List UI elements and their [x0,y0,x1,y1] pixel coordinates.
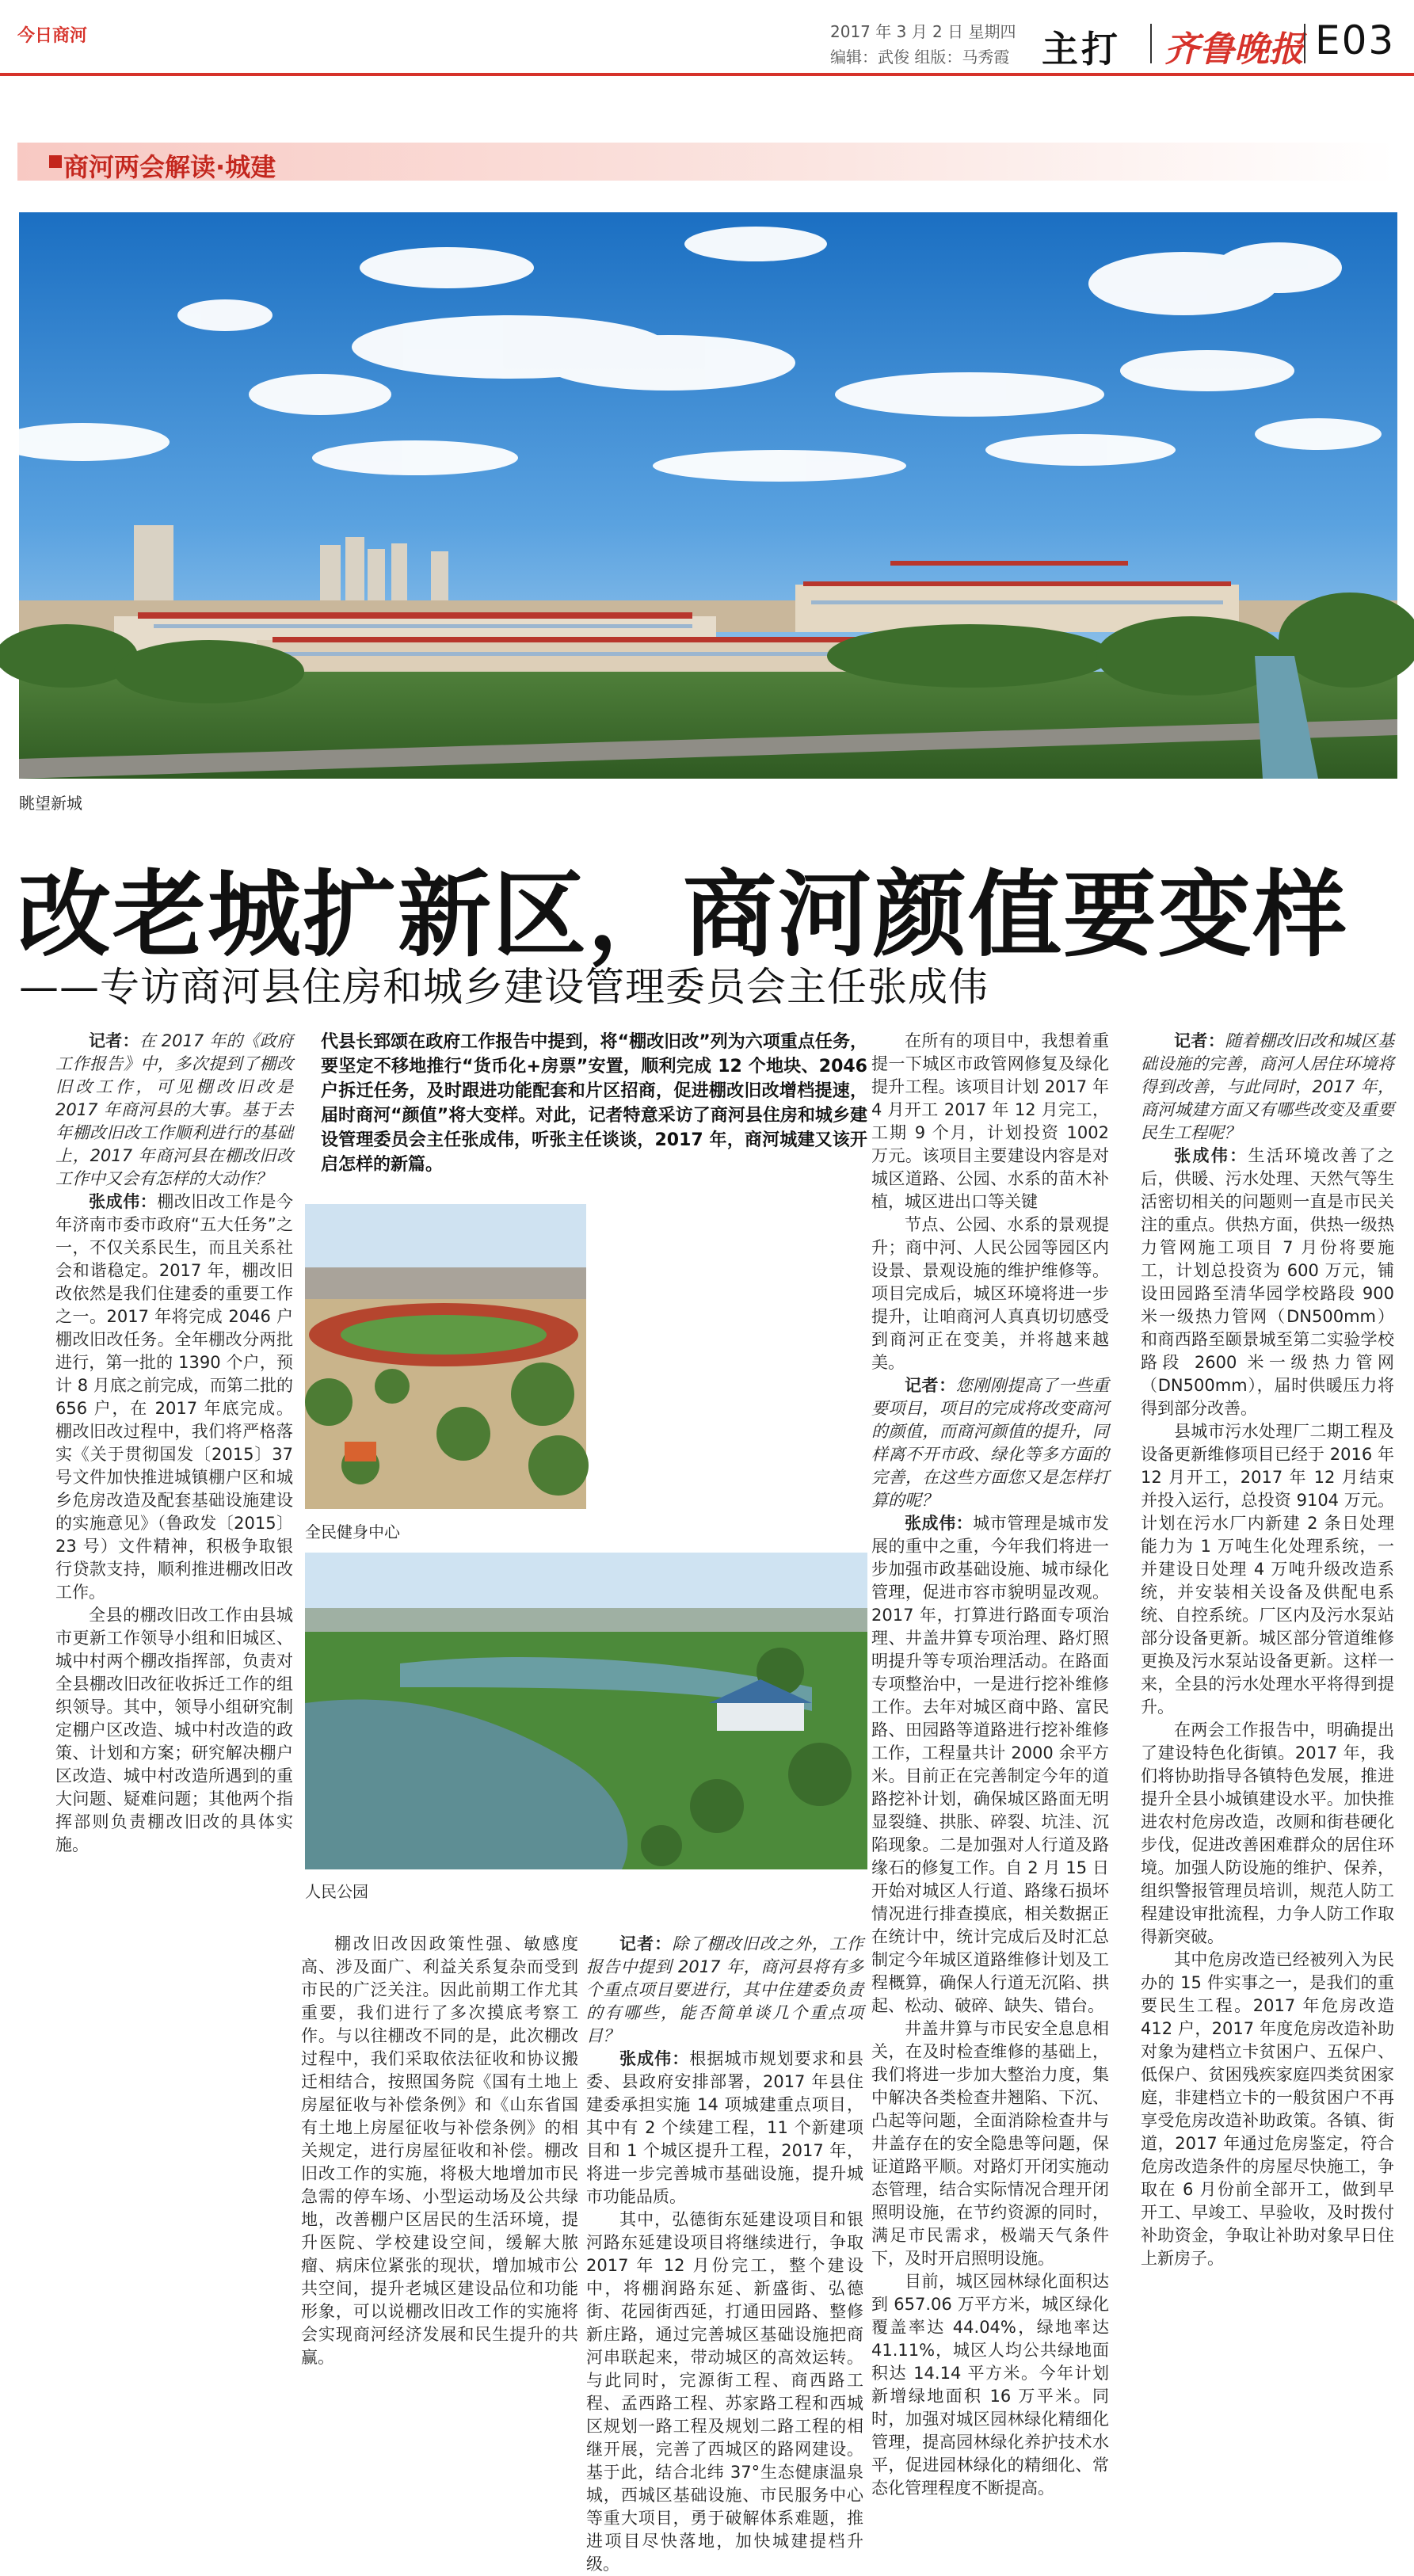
article-headline: 改老城扩新区，商河颜值要变样 [17,860,1349,970]
peoples-park-photo [305,1553,867,1869]
interview-answer: 其中，弘德街东延建设项目和银河路东延建设项目将继续进行，争取 2017 年 12 月份完工，整个建设中，将棚润路东延、新盛街、弘德街、花园街西延，打通田园路、整修新庄路，通过完善城区基础设施把商河串联起来，带动城区的高效运转。与此同时，完源街工程、商西路工程、孟西路工程、苏家路工程和西城区规划一路工程及规划二路工程的相继开展，完善了西城区的路网建设。基于此，结合北纬 37°生态健康温泉城，西城区基础设施、市民服务中心等重大项目，勇于破解体系难题，推进项目尽快落地，加快城建提档升级。 [586,2210,863,2574]
editor-credits: 编辑：武俊 组版：马秀霞 [830,48,1010,67]
interview-answer: 城市管理是城市发展的重中之重，今年我们将进一步加强市政基础设施、城市绿化管理，促进市容市貌明显改观。2017 年，打算进行路面专项治理、井盖井算专项治理、路灯照明提升等专项治理活动。在路面专项整治中，一是进行挖补维修工作。去年对城区商中路、富民路、田园路等道路进行挖补维修工作，工程量共计 2000 余平方米。目前正在完善制定今年的道路挖补计划，确保城区路面无明显裂缝、拱胀、碎裂、坑洼、沉陷现象。二是加强对人行道及路缘石的修复工作。自 2 月 15 日开始对城区人行道、路缘石损坏情况进行排查摸底，相关数据正在统计中，统计完成后及时汇总制定今年城区道路维修计划及工程概算，确保人行道无沉陷、拱起、松动、破碎、缺失、错台。 [871,1514,1110,2015]
article-column-3-lower [586,1933,864,2574]
speaker-reporter: 记者： [905,1376,956,1395]
section-marker-icon [49,155,62,168]
page-number: E03 [1315,17,1396,63]
speaker-reporter: 记者： [89,1031,139,1050]
speaker-reporter: 记者： [1174,1031,1225,1050]
article-column-4 [871,1030,1110,2498]
section-name: 今日商河 [17,26,88,46]
interview-question: 在 2017 年的《政府工作报告》中，多次提到了棚改旧改工作，可见棚改旧改是 2017 年商河县的大事。基于去年棚改旧改工作顺利进行的基础上，2017 年商河县在棚改旧改工作中又会有怎样的大动作？ [55,1031,294,1188]
speaker-zhang: 张成伟： [619,2049,690,2068]
masthead-rule [0,73,1414,76]
main-photo-caption: 眺望新城 [19,794,82,813]
speaker-zhang: 张成伟： [905,1514,974,1533]
interview-answer: 棚改旧改因政策性强、敏感度高、涉及面广、利益关系复杂而受到市民的广泛关注。因此前期工作尤其重要，我们进行了多次摸底考察工作。与以往棚改不同的是，此次棚改过程中，我们采取依法征收和协议搬迁相结合，按照国务院《国有土地上房屋征收与补偿条例》和《山东省国有土地上房屋征收与补偿条例》的相关规定，进行房屋征收和补偿。棚改旧改工作的实施，将极大地增加市民急需的停车场、小型运动场及公共绿地，改善棚户区居民的生活环境，提升医院、学校建设空间，缓解大脓瘤、病床位紧张的现状，增加城市公共空间，提升老城区建设品位和功能形象，可以说棚改旧改工作的实施将会实现商河经济发展和民生提升的共赢。 [301,1934,578,2367]
interview-answer: 县城市污水处理厂二期工程及设备更新维修项目已经于 2016 年 12 月开工，2017 年 12 月结束并投入运行，总投资 9104 万元。计划在污水厂内新建 2 条日处理能力为 1 万吨生化处理系统，一并建设日处理 4 万吨升级改造系统，并安装相关设备及供配电系统、自控系统。厂区内及污水泵站部分设备更新。城区部分管道维修更换及污水泵站设备更新。这样一来，全县的污水处理水平将得到提升。 [1141,1422,1394,1717]
interview-answer: 生活环境改善了之后，供暖、污水处理、天然气等生活密切相关的问题则一直是市民关注的重点。供热方面，供热一级热力管网施工项目 7 月份将要施工，计划总投资为 600 万元，铺设田园路至清华园学校路段 900 米一级热力管网（DN500mm）和商西路至颐景城至第二实验学校路段 2600 米一级热力管网（DN500mm），届时供暖压力将得到部分改善。 [1141,1146,1395,1418]
masthead-divider [1304,24,1305,63]
masthead-divider [1150,24,1152,63]
interview-answer: 根据城市规划要求和县委、县政府安排部署，2017 年县住建委承担实施 14 项城建重点项目，其中有 2 个续建工程，11 个新建项目和 1 个城区提升工程，2017 年，将进一步完善城市基础设施，提升城市功能品质。 [586,2049,864,2206]
interview-answer: 全县的棚改旧改工作由县城市更新工作领导小组和旧城区、城中村两个棚改指挥部，负责对全县棚改旧改征收拆迁工作的组织领导。其中，领导小组研究制定棚户区改造、城中村改造的政策、计划和方案；研究解决棚户区改造、城中村改造所遇到的重大问题、疑难问题；其他两个指挥部则负责棚改旧改的具体实施。 [55,1606,293,1854]
article-column-1 [55,1030,293,2408]
speaker-zhang: 张成伟： [89,1192,158,1211]
main-photo-new-town [19,212,1397,779]
interview-answer: 其中危房改造已经被列入为民办的 15 件实事之一，是我们的重要民生工程。2017 年危房改造 412 户，2017 年度危房改造补助对象为建档立卡贫困户、五保户、低保户、贫困残疾家庭四类贫困家庭，非建档立卡的一般贫困户不再享受危房改造补助政策。各镇、街道，2017 年通过危房鉴定，符合危房改造条件的房屋尽快施工，争取在 6 月份前全部开工，做到早开工、早竣工、早验收，及时拨付补助资金，争取让补助对象早日住上新房子。 [1141,1950,1394,2268]
interview-question: 除了棚改旧改之外，工作报告中提到 2017 年，商河县将有多个重点项目要进行，其中住建委负责的有哪些，能否简单谈几个重点项目？ [586,1934,864,2045]
interview-answer: 井盖井算与市民安全息息相关，在及时检查维修的基础上，我们将进一步加大整治力度，集中解决各类检查井翘陷、下沉、凸起等问题，全面消除检查井与井盖存在的安全隐患等问题，保证道路平顺。对路灯开闭实施动态管理，结合实际情况合理开闭照明设施，在节约资源的同时，满足市民需求，极端天气条件下，及时开启照明设施。 [871,2019,1109,2268]
section-label: 商河两会解读·城建 [63,152,276,182]
interview-answer: 目前，城区园林绿化面积达到 657.06 万平方米，城区绿化覆盖率达 44.04%，绿地率达 41.11%，城区人均公共绿地面积达 14.14 平方米。今年计划新增绿地面积 16 万平米。同时，加强对城区园林绿化精细化管理，提高园林绿化养护技术水平，促进园林绿化的精细化、常态化管理程度不断提高。 [871,2272,1109,2498]
speaker-reporter: 记者： [619,1934,673,1953]
interview-answer: 在两会工作报告中，明确提出了建设特色化街镇。2017 年，我们将协助指导各镇特色发展，推进提升全县小城镇建设水平。加快推进农村危房改造，改厕和街巷硬化步伐，促进改善困难群众的居住环境。加强人防设施的维护、保养，组织警报管理员培训，规范人防工程建设审批流程，力争人防工作取得新突破。 [1141,1721,1394,1946]
article-column-5 [1141,1030,1394,2408]
interview-answer: 节点、公园、水系的景观提升；商中河、人民公园等园区内设景、景观设施的维护维修等。项目完成后，城区环境将进一步提升，让咱商河人真真切切感受到商河正在变美，并将越来越美。 [871,1215,1109,1372]
article-column-2-lower [301,1933,578,2408]
fitness-center-photo [305,1204,586,1509]
paper-logo: 齐鲁晚报 [1164,29,1304,70]
article-subheadline: ——专访商河县住房和城乡建设管理委员会主任张成伟 [19,964,989,1010]
interview-answer: 在所有的项目中，我想着重提一下城区市政管网修复及绿化提升工程。该项目计划 2017 年 4 月开工 2017 年 12 月完工，工期 9 个月，计划投资 1002 万元。该项目主要建设内容是对城区道路、公园、水系的苗木补植，城区进出口等关键 [871,1031,1109,1211]
interview-answer: 棚改旧改工作是今年济南市委市政府“五大任务”之一，不仅关系民生，而且关系社会和谐稳定。2017 年，棚改旧改依然是我们住建委的重要工作之一。2017 年将完成 2046 户棚改旧改任务。全年棚改分两批进行，第一批的 1390 个户，预计 8 月底之前完成，而第二批的 656 户，在 2017 年底完成。棚改旧改过程中，我们将严格落实《关于贯彻国发〔2015〕37 号文件加快推进城镇棚户区和城乡危房改造及配套基础设施建设的实施意见》（鲁政发〔2015〕23 号）文件精神，积极争取银行贷款支持，顺利推进棚改旧改工作。 [55,1192,294,1602]
issue-date: 2017 年 3 月 2 日 星期四 [830,22,1016,41]
page-topic: 主打 [1042,28,1121,70]
interview-question: 您刚刚提高了一些重要项目，项目的完成将改变商河的颜值，而商河颜值的提升，同样离不开市政、绿化等多方面的完善，在这些方面您又是怎样打算的呢？ [871,1376,1110,1510]
park-photo-caption: 人民公园 [305,1882,368,1901]
article-lead: 代县长郅颂在政府工作报告中提到，将“棚改旧改”列为六项重点任务，要坚定不移地推行“货币化+房票”安置，顺利完成 12 个地块、2046 户拆迁任务，及时跟进功能配套和片区招商，促进棚改旧改增档提速，届时商河“颜值”将大变样。对此，记者特意采访了商河县住房和城乡建设管理委员会主任张成伟，听张主任谈谈，2017 年，商河城建又该开启怎样的新篇。 [321,1032,867,1175]
interview-question: 随着棚改旧改和城区基础设施的完善，商河人居住环境将得到改善，与此同时，2017 年，商河城建方面又有哪些改变及重要民生工程呢？ [1141,1031,1394,1142]
fitness-photo-caption: 全民健身中心 [305,1522,400,1541]
speaker-zhang: 张成伟： [1174,1146,1248,1165]
